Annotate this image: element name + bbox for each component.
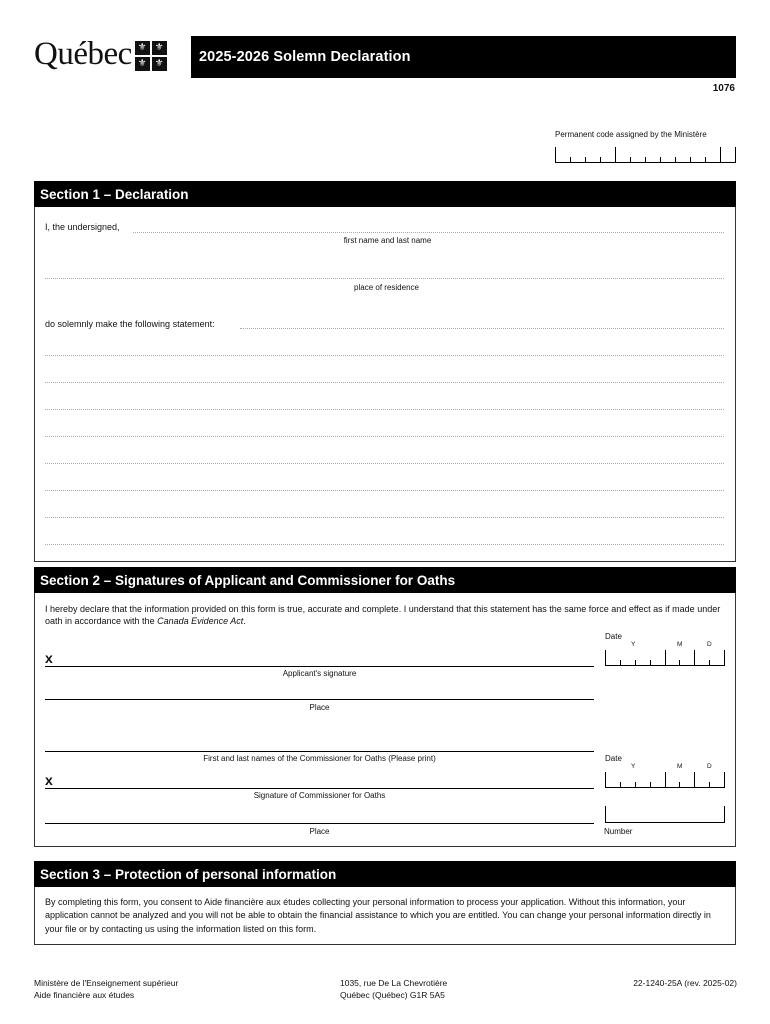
section3-heading: Section 3 – Protection of personal information bbox=[34, 861, 736, 887]
logo-wordmark: Québec bbox=[34, 36, 132, 72]
applicant-signature-field[interactable] bbox=[45, 666, 594, 667]
commissioner-name-field[interactable] bbox=[45, 751, 594, 752]
commissioner-signature-caption: Signature of Commissioner for Oaths bbox=[253, 791, 386, 800]
commissioner-signature-field[interactable] bbox=[45, 788, 594, 789]
footer-address bbox=[340, 978, 447, 1002]
date-year-label: Y bbox=[631, 763, 636, 770]
footer-form-code: 22-1240-25A (rev. 2025-02) bbox=[633, 978, 737, 988]
commissioner-number-caption: Number bbox=[604, 827, 633, 836]
footer-address-line1: 1035, rue De La Chevrotière bbox=[340, 978, 448, 988]
applicant-signature-x: x bbox=[45, 650, 53, 666]
applicant-place-field[interactable] bbox=[45, 699, 594, 700]
statement-line[interactable] bbox=[45, 436, 724, 437]
applicant-signature-caption: Applicant's signature bbox=[282, 669, 357, 678]
statement-line[interactable] bbox=[45, 544, 724, 545]
statement-line[interactable] bbox=[45, 463, 724, 464]
permanent-code-label: Permanent code assigned by the Ministère bbox=[555, 130, 707, 139]
form-title: 2025-2026 Solemn Declaration bbox=[191, 36, 736, 78]
commissioner-date-label: Date bbox=[605, 754, 622, 763]
applicant-place-caption: Place bbox=[309, 703, 330, 712]
undersigned-label: I, the undersigned, bbox=[45, 222, 120, 232]
statement-line[interactable] bbox=[45, 490, 724, 491]
footer-org-line2: Aide financière aux études bbox=[34, 989, 135, 1000]
commissioner-number-field[interactable] bbox=[605, 806, 725, 823]
statement-line[interactable] bbox=[45, 517, 724, 518]
privacy-text: By completing this form, you consent to Aide financière aux études collecting your personal information to process your application. Without this information, your application cannot be analyzed and you will not be able to obtain the financial assistance to which you are entitled. You can change your personal information directly in your file or by contacting us using the information listed on this form. bbox=[45, 897, 711, 934]
statement-label: do solemnly make the following statement: bbox=[45, 319, 215, 329]
quebec-logo bbox=[34, 38, 167, 71]
name-field[interactable] bbox=[133, 232, 724, 233]
commissioner-name-caption: First and last names of the Commissioner for Oaths (Please print) bbox=[203, 754, 436, 763]
section2-heading: Section 2 – Signatures of Applicant and Commissioner for Oaths bbox=[34, 567, 736, 593]
commissioner-date-field[interactable] bbox=[605, 773, 725, 788]
evidence-act-title: Canada Evidence Act bbox=[157, 616, 244, 627]
commissioner-place-caption: Place bbox=[309, 827, 330, 836]
fleur-de-lis-flag-icon: ⚜ ⚜ ⚜ ⚜ bbox=[135, 41, 167, 71]
commissioner-signature-x: x bbox=[45, 772, 53, 788]
commissioner-place-field[interactable] bbox=[45, 823, 594, 824]
form-number: 1076 bbox=[712, 83, 735, 94]
section1-heading: Section 1 – Declaration bbox=[34, 181, 736, 207]
declaration-text: I hereby declare that the information provided on this form is true, accurate and complete. I understand that this statement has the same force and effect as if made under oath in accordance with the Canada Evidence Act. bbox=[45, 604, 721, 627]
statement-line[interactable] bbox=[240, 328, 724, 329]
footer-organization bbox=[34, 978, 178, 1002]
date-month-label: M bbox=[677, 763, 683, 770]
footer-address-line2: Québec (Québec) G1R 5A5 bbox=[340, 989, 445, 1000]
date-day-label: D bbox=[707, 763, 712, 770]
name-caption: first name and last name bbox=[343, 236, 432, 245]
date-month-label: M bbox=[677, 641, 683, 648]
section1-box bbox=[34, 207, 736, 562]
statement-line[interactable] bbox=[45, 382, 724, 383]
statement-line[interactable] bbox=[45, 355, 724, 356]
residence-field[interactable] bbox=[45, 278, 724, 279]
footer-org-line1: Ministère de l'Enseignement supérieur bbox=[34, 978, 179, 988]
permanent-code-field[interactable] bbox=[555, 148, 736, 163]
applicant-date-field[interactable] bbox=[605, 651, 725, 666]
residence-caption: place of residence bbox=[354, 283, 419, 292]
date-day-label: D bbox=[707, 641, 712, 648]
statement-line[interactable] bbox=[45, 409, 724, 410]
date-year-label: Y bbox=[631, 641, 636, 648]
applicant-date-label: Date bbox=[605, 632, 622, 641]
